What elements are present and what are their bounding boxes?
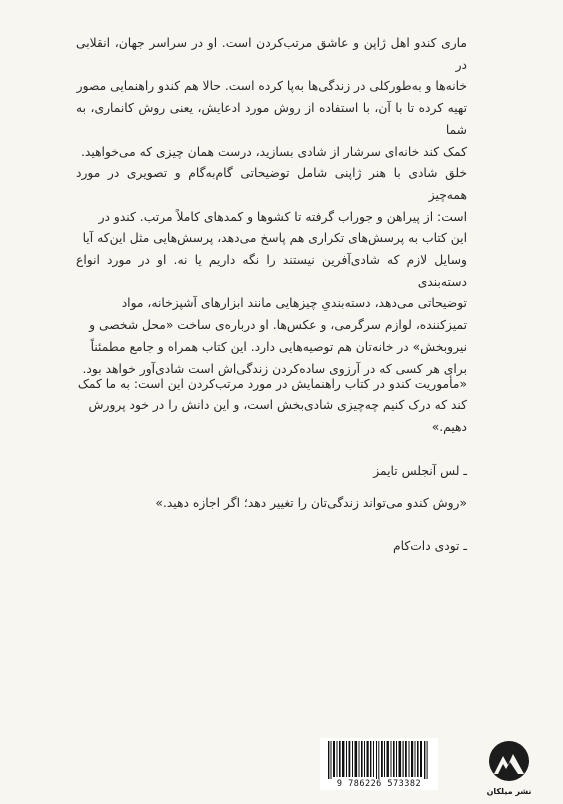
quote-text: «روش کندو می‌تواند زندگی‌تان را تغییر دهد؛ اگر اجازه دهید.» — [155, 495, 467, 510]
isbn-barcode — [320, 738, 438, 790]
isbn-number: 9 786226 573382 — [322, 779, 436, 789]
quote-block-today — [76, 471, 467, 580]
mountain-logo-icon — [484, 740, 534, 784]
description-paragraph: ماری کندو اهل ژاپن و عاشق مرتب‌کردن است. او در سراسر جهان، انقلابی در خانه‌ها و به‌طورکلی در زندگی‌ها به‌پا کرده است. حالا هم کندو راهنمایی مصور تهیه کرده تا با آن، با استفاده از روش مورد ادعایش، یعنی روش کانماری، به شما کمک کند خانه‌ای سرشار از شادی بسازید، درست همان چیزی که می‌خواهید. خلق شادی با هنر ژاپنی شامل توضیحاتی گام‌به‌گام و تصویری در مورد همه‌چیز است: از پیراهن و جوراب گرفته تا کشوها و کمدهای کاملاً مرتب. کندو در این کتاب به پرسش‌های تکراری هم پاسخ می‌دهد، پرسش‌هایی مثل این‌که آیا وسایل لازم که شادی‌آفرین نیستند را نگه داریم یا نه. او در مورد انواع دسته‌بندی توضیحاتی می‌دهد، دسته‌بندیِ چیزهایی مانند ابزارهای آشپزخانه، مواد تمیزکننده، لوازم سرگرمی، و عکس‌ها. او درباره‌ی ساخت «محل شخصی و نیروبخش» در خانه‌تان هم توصیه‌هایی دارد. این کتاب همراه و جامع مطمئناً برای هر کسی که در آرزوی ساده‌کردن زندگی‌اش است شادی‌آور خواهد بود. — [76, 36, 467, 376]
publisher-name: نشر میلکان — [486, 787, 532, 796]
publisher-logo — [484, 740, 534, 796]
quote-source: ـ لس آنجلس تایمز — [373, 463, 467, 478]
quote-source: ـ تودی دات‌کام — [393, 539, 467, 554]
quote-text: «مأموریت کندو در کتاب راهنمایش در مورد مرتب‌کردن این است: به ما کمک کند که درک کنیم چه‌چیزی شادی‌بخش است، و این دانش را در خود پرورش دهیم.» — [77, 376, 467, 435]
